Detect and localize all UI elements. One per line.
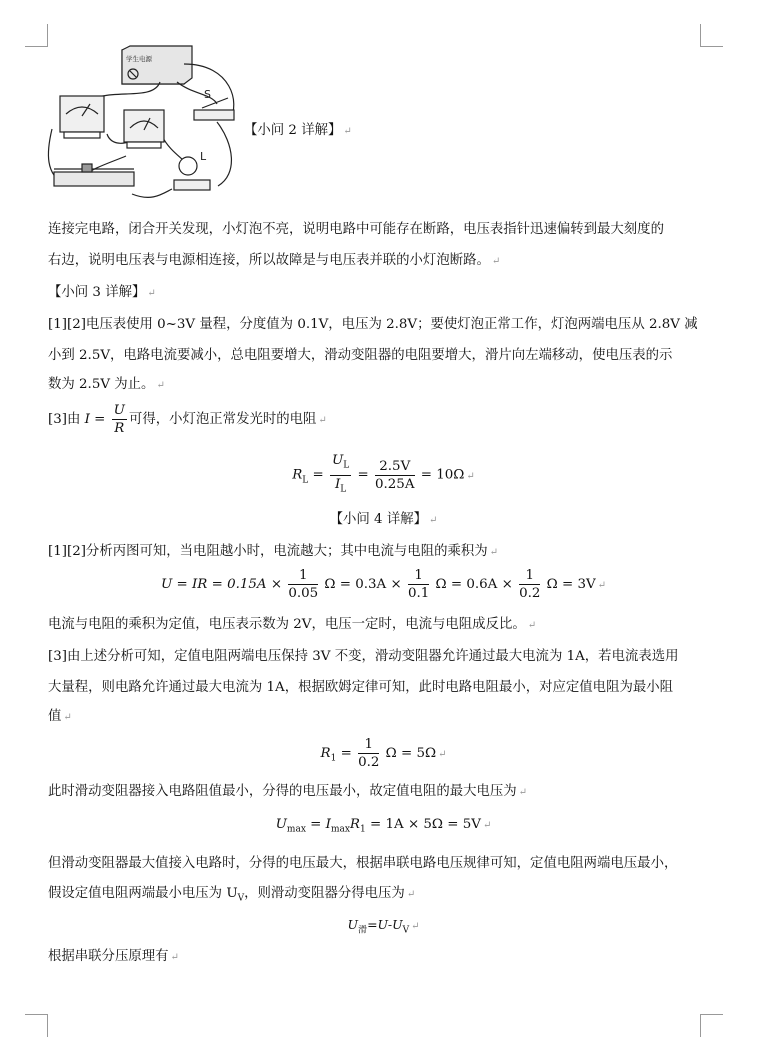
- paragraph-q4-line7: 但滑动变阻器最大值接入电路时，分得的电压最大，根据串联电路电压规律可知，定值电阻两端电压最小，: [48, 856, 678, 871]
- corner-mark-bottom-right: [700, 1014, 723, 1037]
- paragraph-q3-line3: 数为 2.5V 为止。 ↵: [48, 377, 165, 392]
- corner-mark-bottom-left: [25, 1014, 48, 1037]
- ohm-law-fraction: $\frac{U}{R}$: [113, 403, 125, 436]
- paragraph-q4-line2: 电流与电阻的乘积为定值，电压表示数为 2V，电压一定时，电流与电阻成反比。 ↵: [48, 617, 537, 632]
- paragraph-q3-line2: 小到 2.5V，电路电流要减小，总电阻要增大，滑动变阻器的电阻要增大，滑片向左端移动，使电压表的示: [48, 348, 673, 363]
- equation-r1: $R_1$ = $\frac{1}{0.2}$ Ω = 5Ω ↵: [320, 737, 447, 770]
- paragraph-q2-line2: 右边，说明电压表与电源相连接，所以故障是与电压表并联的小灯泡断路。 ↵: [48, 253, 501, 268]
- equation-u-slide: $U_滑=U-U_V$ ↵: [347, 917, 420, 936]
- paragraph-q4-line5: 值 ↵: [48, 709, 72, 724]
- corner-mark-top-right: [700, 24, 723, 47]
- equation-umax: $U_{max} = I_{max}R_1 = 1A \times 5\Omega = 5V$ ↵: [275, 817, 492, 835]
- equation-product: U = IR = 0.15A × $\frac{1}{0.05}$ Ω = 0.3A × $\frac{1}{0.1}$ Ω = 0.6A × $\frac{1}{0.2}$ Ω = 3V ↵: [160, 568, 607, 601]
- power-supply-label: 学生电源: [126, 55, 152, 63]
- paragraph-q3-line4: [3]由 I = $\frac{U}{R}$ 可得，小灯泡正常发光时的电阻 ↵: [48, 403, 327, 436]
- circuit-diagram: [42, 44, 242, 206]
- lamp-label: L: [200, 150, 207, 163]
- paragraph-q4-line3: [3]由上述分析可知，定值电阻两端电压保持 3V 不变，滑动变阻器允许通过最大电流为 1A，若电流表选用: [48, 649, 679, 664]
- paragraph-q4-line4: 大量程，则电路允许通过最大电流为 1A，根据欧姆定律可知，此时电路电阻最小，对应定值电阻为最小阻: [48, 680, 674, 695]
- heading-q4: 【小问 4 详解】 ↵: [329, 512, 438, 527]
- paragraph-q3-line1: [1][2]电压表使用 0~3V 量程，分度值为 0.1V，电压为 2.8V；要使灯泡正常工作，灯泡两端电压从 2.8V 减: [48, 317, 698, 332]
- paragraph-q4-line8: 假设定值电阻两端最小电压为 $U_V$，则滑动变阻器分得电压为 ↵: [48, 886, 416, 904]
- paragraph-q4-line9: 根据串联分压原理有 ↵: [48, 949, 179, 964]
- paragraph-q2-line1: 连接完电路，闭合开关发现，小灯泡不亮，说明电路中可能存在断路，电压表指针迅速偏转到最大刻度的: [48, 222, 664, 237]
- paragraph-q4-line1: [1][2]分析丙图可知，当电阻越小时，电流越大；其中电流与电阻的乘积为 ↵: [48, 544, 499, 559]
- equation-rl: $R_L$ = $\frac{U_L}{I_L}$ = $\frac{2.5V}{0.25A}$ = 10Ω ↵: [292, 453, 475, 495]
- paragraph-q4-line6: 此时滑动变阻器接入电路阻值最小，分得的电压最小，故定值电阻的最大电压为 ↵: [48, 784, 528, 799]
- heading-q2: 【小问 2 详解】 ↵: [244, 123, 352, 138]
- switch-label: S: [204, 88, 211, 101]
- heading-q3: 【小问 3 详解】 ↵: [48, 285, 156, 300]
